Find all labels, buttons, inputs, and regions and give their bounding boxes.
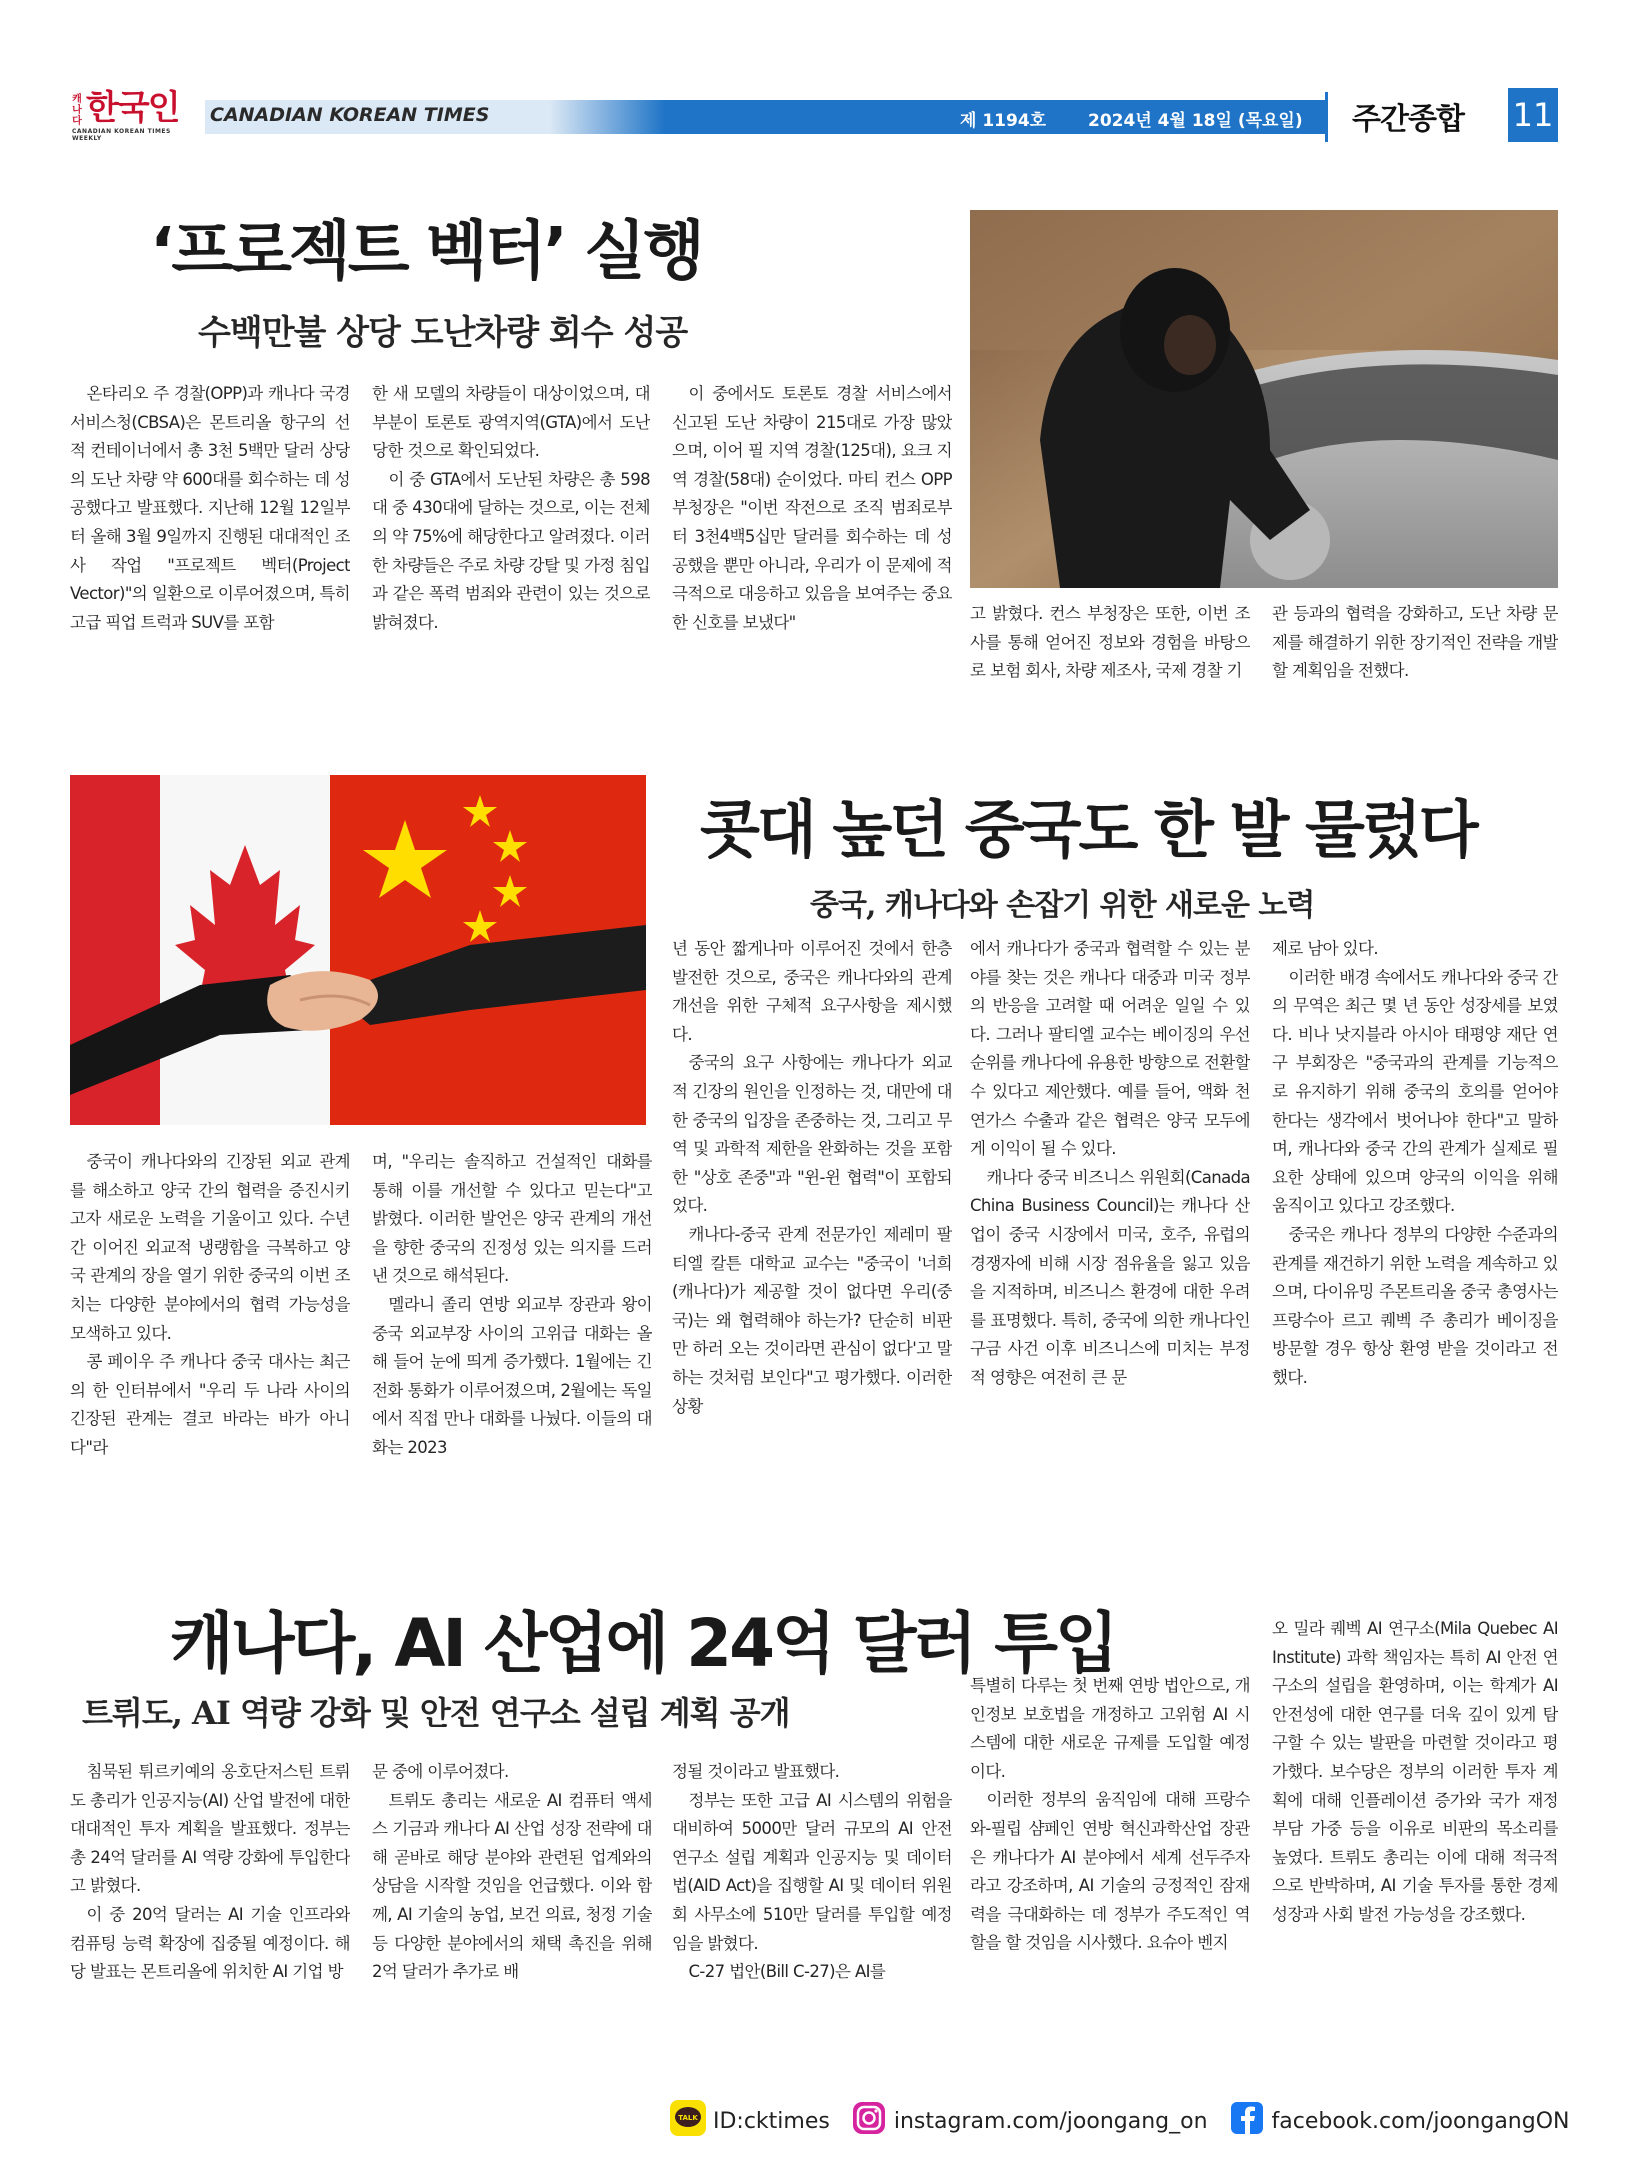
article3-col2-text-b: 트뤼도 총리는 새로운 AI 컴퓨터 액세스 기금과 캐나다 AI 산업 성장 전략에 대해 곧바로 해당 분야와 관련된 업계와의 상담을 시작할 것임을 언급했다. 이와 함께, AI 기술의 농업, 보건 의료, 청정 기술 등 다양한 분야에서의 채택 촉진을 위해 2억 달러가 추가로 배 (372, 1790, 652, 1982)
article2-col4-text-b: 캐나다 중국 비즈니스 위원회(Canada China Business Council)는 캐나다 산업이 중국 시장에서 미국, 호주, 유럽의 경쟁자에 비해 시장 점유율을 잃고 있음을 지적하며, 비즈니스 환경에 대한 우려를 표명했다. 특히, 중국에 의한 캐나다인 구금 사건 이후 비즈니스에 미치는 부정적 영향은 여전히 큰 문 (970, 1167, 1250, 1387)
page-number: 11 (1508, 88, 1558, 142)
article2-col3 (672, 935, 952, 1529)
article1-col2-text-a: 한 새 모델의 차량들이 대상이었으며, 대부분이 토론토 광역지역(GTA)에서 도난 당한 것으로 확인되었다. (372, 384, 650, 461)
article3-col1-text-b: 이 중 20억 달러는 AI 기술 인프라와 컴퓨팅 능력 확장에 집중될 예정이다. 해당 발표는 몬트리올에 위치한 AI 기업 방 (70, 1904, 350, 1982)
article1-col3-text: 이 중에서도 토론토 경찰 서비스에서 신고된 도난 차량이 215대로 가장 많았으며, 이어 필 지역 경찰(125대), 요크 지역 경찰(58대) 순이었다. 마티 컨스 OPP 부청장은 "이번 작전으로 조직 범죄로부터 3천4백5십만 달러를 회수하는 데 성공했을 뿐만 아니라, 우리가 이 문제에 적극적으로 대응하고 있음을 보여주는 중요한 신호를 보냈다" (672, 384, 952, 632)
article1-col2 (372, 380, 650, 716)
issue-number: 제 1194호 (960, 111, 1047, 131)
article1-col1 (70, 380, 350, 716)
kakaotalk-icon (670, 2100, 706, 2142)
article3-col3 (672, 1758, 952, 2062)
social-footer (670, 2100, 1584, 2140)
kakao-id-link[interactable]: ID:cktimes (713, 2108, 830, 2134)
article2-col3-text-b: 중국의 요구 사항에는 캐나다가 외교적 긴장의 원인을 인정하는 것, 대만에 대한 중국의 입장을 존중하는 것, 그리고 무역 및 과학적 제한을 완화하는 것을 포함한 "상호 존중"과 "윈-윈 협력"이 포함되었다. (672, 1053, 952, 1216)
article2-col3-text-a: 년 동안 짧게나마 이루어진 것에서 한층 발전한 것으로, 중국은 캐나다와의 관계 개선을 위한 구체적 요구사항을 제시했다. (672, 939, 952, 1044)
paper-name: CANADIAN KOREAN TIMES (210, 104, 490, 126)
facebook-link[interactable]: facebook.com/joongangON (1271, 2108, 1570, 2134)
issue-date: 2024년 4월 18일 (목요일) (1088, 111, 1303, 131)
car-theft-photo (970, 210, 1558, 588)
instagram-link[interactable]: instagram.com/joongang_on (893, 2108, 1208, 2134)
article2-subheadline: 중국, 캐나다와 손잡기 위한 새로운 노력 (810, 888, 1315, 923)
article2-col4 (970, 935, 1250, 1529)
facebook-icon (1229, 2100, 1265, 2142)
canada-china-handshake-photo (70, 775, 646, 1125)
article3-col4-text-a: 특별히 다루는 첫 번째 연방 법안으로, 개인정보 보호법을 개정하고 고위험 AI 시스템에 대한 새로운 규제를 도입할 예정이다. (970, 1676, 1250, 1781)
article2-col2-text-b: 멜라니 졸리 연방 외교부 장관과 왕이 중국 외교부장 사이의 고위급 대화는 올해 들어 눈에 띄게 증가했다. 1월에는 긴 전화 통화가 이루어졌으며, 2월에는 독일에서 직접 만나 대화를 나눴다. 이들의 대화는 2023 (372, 1294, 652, 1457)
article2-col4-text-a: 에서 캐나다가 중국과 협력할 수 있는 분야를 찾는 것은 캐나다 대중과 미국 정부의 반응을 고려할 때 어려운 일일 수 있다. 그러나 팔티엘 교수는 베이징의 우선순위를 캐나다에 유용한 방향으로 전환할 수 있다고 제안했다. 예를 들어, 액화 천연가스 수출과 같은 협력은 양국 모두에게 이익이 될 수 있다. (970, 939, 1250, 1159)
article2-col5 (1272, 935, 1558, 1529)
article2-col2-text-a: 며, "우리는 솔직하고 건설적인 대화를 통해 이를 개선할 수 있다고 믿는다"고 밝혔다. 이러한 발언은 양국 관계의 개선을 향한 중국의 진정성 있는 의지를 드러낸 것으로 해석된다. (372, 1152, 652, 1286)
article1-col4 (970, 600, 1250, 714)
header-divider (1325, 92, 1328, 142)
article3-col4 (970, 1672, 1250, 2062)
article2-col3-text-c: 캐나다-중국 관계 전문가인 제레미 팔티엘 칼튼 대학교 교수는 "중국이 '너희(캐나다)가 제공할 것이 없다면 우리(중국)는 왜 협력해야 하는가? 단순히 비판만 하러 오는 것이라면 관심이 없다'고 말하는 것처럼 보인다"고 평가했다. 이러한 상황 (672, 1224, 952, 1416)
logo-sub-text: CANADIAN KOREAN TIMES WEEKLY (72, 128, 171, 142)
article2-col5-text-c: 중국은 캐나다 정부의 다양한 수준과의 관계를 재건하기 위한 노력을 계속하고 있으며, 다이유밍 주몬트리올 중국 총영사는 프랑수아 르고 퀘벡 주 총리가 베이징을 방문할 경우 항상 환영 받을 것이라고 전했다. (1272, 1224, 1558, 1387)
logo-main-text: 한국인 (86, 88, 179, 128)
article1-subheadline: 수백만불 상당 도난차량 회수 성공 (198, 313, 688, 353)
article3-col2-text-a: 문 중에 이루어졌다. (372, 1762, 509, 1781)
article1-col3 (672, 380, 952, 716)
article3-col1 (70, 1758, 350, 2062)
logo-side-text: 캐나다 (72, 94, 82, 127)
kakaotalk-icon-label: TALK (678, 2114, 698, 2122)
logo (70, 88, 200, 142)
article1-col4-text: 고 밝혔다. 컨스 부청장은 또한, 이번 조사를 통해 얻어진 정보와 경험을 바탕으로 보험 회사, 차량 제조사, 국제 경찰 기 (970, 604, 1250, 681)
article1-col5-text: 관 등과의 협력을 강화하고, 도난 차량 문제를 해결하기 위한 장기적인 전략을 개발할 계획임을 전했다. (1272, 604, 1558, 681)
article2-headline: 콧대 높던 중국도 한 발 물렀다 (700, 793, 1476, 866)
article2-col5-text-b: 이러한 배경 속에서도 캐나다와 중국 간의 무역은 최근 몇 년 동안 성장세를 보였다. 비나 낫지블라 아시아 태평양 재단 연구 부회장은 "중국과의 관계를 기능적으로 유지하기 위해 중국의 호의를 얻어야 한다는 생각에서 벗어나야 한다"고 말하며, 캐나다와 중국 간의 관계가 실제로 필요한 상태에 있으며 양국의 이익을 위해 움직이고 있다고 강조했다. (1272, 967, 1558, 1216)
article2-col2 (372, 1148, 652, 1528)
article2-col5-text-a: 제로 남아 있다. (1272, 939, 1378, 958)
article1-col2-text-b: 이 중 GTA에서 도난된 차량은 총 598대 중 430대에 달하는 것으로, 이는 전체의 약 75%에 해당한다고 알려졌다. 이러한 차량들은 주로 차량 강탈 및 가정 침입과 같은 폭력 범죄와 관련이 있는 것으로 밝혀졌다. (372, 469, 650, 632)
article3-col5-text-a: 오 밀라 퀘벡 AI 연구소(Mila Quebec AI Institute) 과학 책임자는 특히 AI 안전 연구소의 설립을 환영하며, 이는 학계가 AI 안전성에 대한 연구를 더욱 깊이 있게 탐구할 수 있는 발판을 마련할 것이라고 평가했다. 보수당은 정부의 이러한 투자 계획에 대해 인플레이션 증가와 국가 재정 부담 가중 등을 이유로 비판의 목소리를 높였다. 트뤼도 총리는 이에 대해 적극적으로 반박하며, AI 기술 투자를 통한 경제 성장과 사회 발전 가능성을 강조했다. (1272, 1619, 1558, 1924)
section-title: 주간종합 (1352, 102, 1464, 137)
article3-col3-text-a: 정될 것이라고 발표했다. (672, 1762, 840, 1781)
article3-col3-text-c: C-27 법안(Bill C-27)은 AI를 (688, 1962, 886, 1982)
article3-col4-text-b: 이러한 정부의 움직임에 대해 프랑수와-필립 샴페인 연방 혁신과학산업 장관은 캐나다가 AI 분야에서 세계 선두주자라고 강조하며, AI 기술의 긍정적인 잠재력을 극대화하는 데 정부가 주도적인 역할을 할 것임을 시사했다. 요슈아 벤지 (970, 1790, 1250, 1953)
article3-col5 (1272, 1615, 1558, 2063)
article3-subheadline: 트뤼도, AI 역량 강화 및 안전 연구소 설립 계획 공개 (82, 1694, 790, 1732)
article3-col3-text-b: 정부는 또한 고급 AI 시스템의 위험을 대비하여 5000만 달러 규모의 AI 안전 연구소 설립 계획과 인공지능 및 데이터 법(AID Act)을 집행할 AI 및 데이터 위원회 사무소에 510만 달러를 투입할 예정임을 밝혔다. (672, 1790, 952, 1953)
article2-col1 (70, 1148, 350, 1528)
article2-col1-text-a: 중국이 캐나다와의 긴장된 외교 관계를 해소하고 양국 간의 협력을 증진시키고자 새로운 노력을 기울이고 있다. 수년 간 이어진 외교적 냉랭함을 극복하고 양국 관계의 장을 열기 위한 중국의 이번 조치는 다양한 분야에서의 협력 가능성을 모색하고 있다. (70, 1152, 350, 1343)
article1-col1-text: 온타리오 주 경찰(OPP)과 캐나다 국경 서비스청(CBSA)은 몬트리올 항구의 선적 컨테이너에서 총 3천 5백만 달러 상당의 도난 차량 약 600대를 회수하는 데 성공했다고 발표했다. 지난해 12월 12일부터 올해 3월 9일까지 진행된 대대적인 조사 작업 "프로젝트 벡터(Project Vector)"의 일환으로 이루어졌으며, 특히 고급 픽업 트럭과 SUV를 포함 (70, 384, 350, 632)
article1-col5 (1272, 600, 1558, 714)
article3-col2 (372, 1758, 652, 2062)
instagram-icon (851, 2100, 887, 2142)
article3-headline: 캐나다, AI 산업에 24억 달러 투입 (170, 1605, 1116, 1682)
article3-col1-text-a: 침묵된 튀르키예의 옹호단저스틴 트뤼도 총리가 인공지능(AI) 산업 발전에 대한 대대적인 투자 계획을 발표했다. 정부는 총 24억 달러를 AI 역량 강화에 투입한다고 밝혔다. (70, 1762, 350, 1896)
article1-headline: ‘프로젝트 벡터’ 실행 (150, 215, 702, 289)
article2-col1-text-b: 콩 페이우 주 캐나다 중국 대사는 최근의 한 인터뷰에서 "우리 두 나라 사이의 긴장된 관계는 결코 바라는 바가 아니다"라 (70, 1352, 350, 1457)
